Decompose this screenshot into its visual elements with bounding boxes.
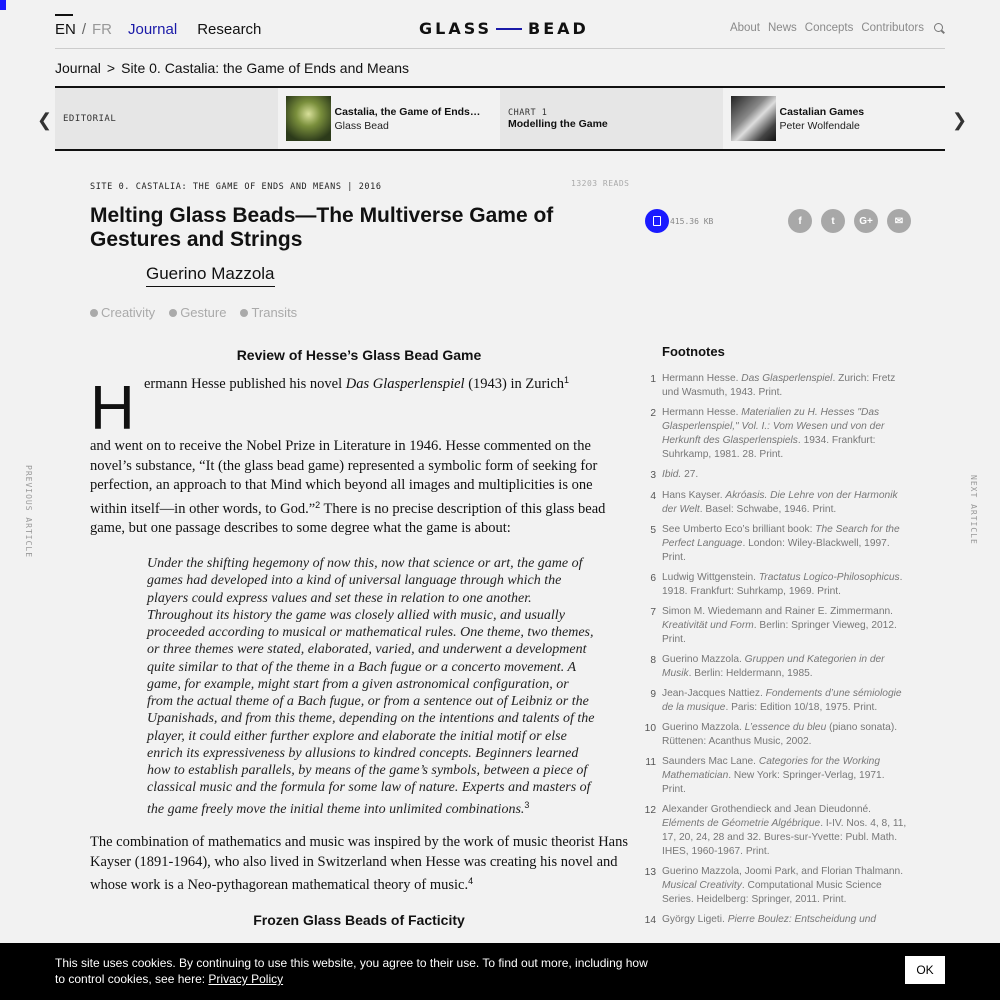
footnote-text (662, 489, 910, 517)
twitter-icon[interactable]: t (821, 209, 845, 233)
footnote-item (640, 605, 910, 647)
quote-text: Under the shifting hegemony of now this, now that science or art, the game of games had developed into a kind of universal language through which the players could express values and set these in relation to one another. Throughout its history the game was closely allied with music, and usually proceeded according to musical or mathematical rules. One theme, two themes, or three themes were stated, elaborated, varied, and underwent a development quite similar to that of the theme in a Bach fugue or a concerto movement. A game, for example, might start from a given astronomical configuration, or from the actual theme of a Bach fugue, or from a sentence out of Leibniz or the Upanishads, and from this theme, depending on the intentions and talents of the player, it could either further explore and elaborate the initial motif or else enrich its expressiveness by allusions to kindred concepts. Beginners learned how to establish parallels, by means of the game’s symbols, between a piece of classical music and the formula for some law of nature. Experts and masters of the game freely move the initial theme into unlimited combinations. (147, 556, 595, 817)
nav-concepts[interactable]: Concepts (804, 22, 854, 34)
tag-transits[interactable]: Transits (240, 305, 297, 320)
section-heading: Review of Hesse’s Glass Bead Game (236, 347, 482, 363)
pdf-icon (653, 216, 661, 226)
footnote-work-title: Eléments de Géometrie Algébrique (662, 818, 821, 829)
email-icon[interactable]: ✉ (887, 209, 911, 233)
carousel-item-subtitle: Glass Bead (334, 119, 389, 132)
footnote-publication: . I-IV. Nos. 4, 8, 11, 17, 20, 24, 28 and 32. Bures-sur-Yvette: Publ. Math. IHES, 1960-1967. Print. (662, 818, 907, 857)
footnote-author: Ludwig Wittgenstein. (662, 572, 759, 583)
cookie-banner (0, 943, 1000, 1000)
carousel-item-subtitle: Peter Wolfendale (779, 119, 860, 132)
header-divider (55, 48, 945, 49)
footnote-publication: . 1934. Frankfurt: Suhrkamp, 1981. 28. Print. (662, 435, 876, 460)
footnote-text (662, 913, 910, 928)
footnote-text (662, 755, 910, 797)
footnote-work-title: Musical Creativity (662, 880, 742, 891)
footnote-item (640, 755, 910, 797)
lead-text: ermann Hesse published his novel (144, 376, 346, 392)
footnote-number[interactable]: 14 (644, 915, 656, 926)
paragraph-text: The combination of mathematics and music was inspired by the work of music theorist Hans Kayser (1891-1964), who also lived in Switzerland when Hesse was creating his novel and whose work is a Neo-pythagorean mathematical theory of music. (90, 834, 628, 893)
footnote-item (640, 653, 910, 681)
carousel-item-castalian-games[interactable] (723, 88, 946, 149)
footnote-author: Jean-Jacques Nattiez. (662, 688, 766, 699)
footnote-ref-3[interactable]: 3 (524, 799, 530, 810)
footnote-publication: . Zurich: Fretz und Wasmuth, 1943. Print. (662, 373, 896, 398)
footnote-work-title: Das Glasperlenspiel (741, 373, 833, 384)
footnote-ref-2[interactable]: 2 (315, 499, 321, 510)
share-buttons (788, 209, 911, 233)
lang-fr[interactable]: FR (92, 21, 113, 38)
footnote-ref-4[interactable]: 4 (468, 876, 474, 886)
footnote-author: Hans Kayser. (662, 490, 726, 501)
body-paragraph (90, 437, 630, 539)
footnote-author: Guerino Mazzola, Joomi Park, and Florian Thalmann. (662, 866, 904, 877)
carousel-editorial-label: EDITORIAL (63, 113, 117, 124)
footnote-publication: . Computational Music Science Series. Heidelberg: Springer, 2011. Print. (662, 880, 882, 905)
footnote-item (640, 913, 910, 928)
footnote-item (640, 468, 910, 483)
previous-article-link[interactable]: PREVIOUS ARTICLE (24, 465, 33, 559)
google-plus-icon[interactable]: G+ (854, 209, 878, 233)
footnote-text (662, 605, 910, 647)
paragraph-text-cont: There is no precise description of this glass bead game, but one passage describes to some degree what the game is about: (90, 500, 606, 536)
footnote-text (662, 865, 910, 907)
castalian-games-thumbnail (731, 96, 776, 141)
nav-news[interactable]: News (768, 22, 797, 34)
footnote-author: Hermann Hesse. (662, 407, 742, 418)
footnote-ref-1[interactable]: 1 (564, 375, 570, 385)
footnote-number[interactable]: 5 (650, 525, 656, 536)
footnote-publication: . Paris: Edition 10/18, 1975. Print. (725, 702, 878, 713)
footnote-item (640, 803, 910, 859)
search-icon[interactable] (934, 23, 945, 34)
footnote-number[interactable]: 7 (650, 607, 656, 618)
tag-gesture[interactable]: Gesture (169, 305, 226, 320)
cookie-ok-button[interactable]: OK (905, 956, 945, 984)
pdf-size: 415.36 KB (670, 217, 714, 226)
carousel-item-castalia[interactable] (278, 88, 501, 149)
drop-cap: H (90, 374, 135, 443)
footnote-number[interactable]: 1 (650, 374, 656, 385)
lead-line (144, 375, 569, 393)
tag-creativity[interactable]: Creativity (90, 305, 155, 320)
footnote-publication: (piano sonata). Rüttenen: Acanthus Music, 2002. (662, 722, 898, 747)
footnote-text (662, 406, 910, 462)
logo-right-text: BEAD (528, 19, 589, 38)
footnote-number[interactable]: 11 (645, 757, 656, 768)
block-quote (147, 555, 597, 818)
footnote-publication: . New York: Springer-Verlag, 1971. Print. (662, 770, 885, 795)
pdf-download-button[interactable] (645, 209, 669, 233)
footnote-author: Alexander Grothendieck and Jean Dieudonné. (662, 804, 871, 815)
footnote-item (640, 721, 910, 749)
footnote-item (640, 571, 910, 599)
footnote-publication: 27. (681, 469, 699, 480)
footnote-number[interactable]: 13 (644, 867, 656, 878)
secondary-nav (730, 22, 945, 34)
footnote-number[interactable]: 6 (650, 573, 656, 584)
author-link[interactable]: Guerino Mazzola (146, 264, 275, 287)
footnote-publication: . London: Wiley-Blackwell, 1997. Print. (662, 538, 890, 563)
footnote-author: Guerino Mazzola. (662, 722, 745, 733)
breadcrumb-separator: > (106, 60, 116, 76)
footnote-work-title: Gruppen und Kategorien in der Musik (662, 654, 885, 679)
site-logo[interactable] (419, 19, 589, 38)
footnote-work-title: Materialien zu H. Hesses "Das Glasperlenspiel," Vol. I.: Vom Wesen und von der Herkunft des Glasperlenspiels (662, 407, 885, 446)
footnote-text (662, 372, 910, 400)
nav-journal[interactable]: Journal (128, 21, 178, 38)
footnote-publication: . 1918. Frankfurt: Suhrkamp, 1969. Print. (662, 572, 903, 597)
article-title: Melting Glass Beads—The Multiverse Game of Gestures and Strings (90, 204, 554, 251)
breadcrumb-journal[interactable]: Journal (55, 60, 101, 76)
lang-separator: / (81, 21, 87, 38)
footnote-author: Guerino Mazzola. (662, 654, 745, 665)
lang-en[interactable]: EN (55, 21, 76, 38)
carousel-item-title: Castalian Games (779, 105, 865, 118)
footnote-text (662, 687, 910, 715)
logo-bar (496, 28, 522, 30)
breadcrumb (55, 60, 409, 76)
read-count: 13203 READS (571, 179, 630, 188)
footnote-number[interactable]: 4 (650, 491, 656, 502)
language-switcher (55, 21, 112, 38)
next-article-link[interactable]: NEXT ARTICLE (969, 475, 978, 545)
corner-accent (0, 0, 6, 10)
footnote-number[interactable]: 10 (644, 723, 656, 734)
footnote-item (640, 687, 910, 715)
footnote-publication: . Berlin: Heldermann, 1985. (688, 668, 813, 679)
footnote-number[interactable]: 12 (644, 805, 656, 816)
nav-contributors[interactable]: Contributors (861, 22, 924, 34)
novel-title: Das Glasperlenspiel (345, 376, 465, 392)
footnote-author: Simon M. Wiedemann and Rainer E. Zimmermann. (662, 606, 893, 617)
footnote-text (662, 721, 910, 749)
carousel-next-icon[interactable]: ❯ (952, 110, 968, 130)
footnote-text (662, 803, 910, 859)
cookie-text: This site uses cookies. By continuing to use this website, you agree to their use. To find out more, including how to control cookies, see here: (55, 956, 648, 986)
paragraph-text: and went on to receive the Nobel Prize in Literature in 1946. Hesse commented on the novel’s substance, “It (the glass bead game) represented a symbolic form of seeking for perfection, an approach to that Mind which beyond all images and multiplicities is one within itself—in other words, to God.” (90, 438, 598, 517)
footnote-work-title: Pierre Boulez: Entscheidung und (727, 914, 877, 925)
breadcrumb-current[interactable]: Site 0. Castalia: the Game of Ends and Means (121, 60, 410, 76)
footnotes-heading: Footnotes (662, 344, 725, 359)
footnote-author: See Umberto Eco’s brilliant book: (662, 524, 816, 535)
carousel-item-editorial[interactable] (55, 88, 278, 149)
article-kicker[interactable]: SITE 0. CASTALIA: THE GAME OF ENDS AND MEANS | 2016 (90, 182, 382, 192)
footnote-publication: . Basel: Schwabe, 1946. Print. (699, 504, 837, 515)
carousel-item-chart[interactable] (500, 88, 723, 149)
carousel-item-title: Castalia, the Game of Ends… (334, 105, 481, 118)
footnote-work-title: The Search for the Perfect Language (662, 524, 900, 549)
footnote-item (640, 406, 910, 462)
facebook-icon[interactable]: f (788, 209, 812, 233)
carousel-prev-icon[interactable]: ❮ (37, 110, 53, 130)
main-nav (128, 21, 261, 38)
footnote-work-title: Ibid. (662, 469, 682, 480)
footnote-work-title: Tractatus Logico-Philosophicus (758, 572, 900, 583)
footnote-author: György Ligeti. (662, 914, 728, 925)
footnote-number[interactable]: 8 (650, 655, 656, 666)
logo-left-text: GLASS (419, 19, 493, 38)
carousel-item-kicker: CHART 1 (508, 107, 548, 118)
footnote-number[interactable]: 3 (650, 470, 656, 481)
footnote-text (662, 523, 910, 565)
footnote-item (640, 523, 910, 565)
footnote-work-title: Fondements d’une sémiologie de la musique (662, 688, 902, 713)
body-paragraph (90, 833, 630, 896)
footnote-item (640, 865, 910, 907)
footnote-work-title: L’essence du bleu (744, 722, 827, 733)
privacy-policy-link[interactable]: Privacy Policy (208, 972, 284, 986)
article-carousel (55, 86, 945, 151)
tag-list (90, 305, 297, 320)
footnote-work-title: Kreativität und Form (662, 620, 754, 631)
footnote-number[interactable]: 9 (650, 689, 656, 700)
footnote-item (640, 489, 910, 517)
footnote-text (662, 571, 910, 599)
footnote-work-title: Akróasis. Die Lehre von der Harmonik der Welt (662, 490, 898, 515)
footnote-number[interactable]: 2 (650, 408, 656, 419)
footnotes-list (640, 372, 910, 934)
site-header (55, 0, 945, 50)
footnote-work-title: Categories for the Working Mathematician (662, 756, 881, 781)
footnote-author: Saunders Mac Lane. (662, 756, 759, 767)
footnote-author: Hermann Hesse. (662, 373, 742, 384)
section-heading: Frozen Glass Beads of Facticity (253, 912, 465, 928)
castalia-thumbnail (286, 96, 331, 141)
footnote-item (640, 372, 910, 400)
cookie-message (55, 955, 655, 987)
footnote-text (662, 468, 910, 483)
nav-about[interactable]: About (729, 22, 760, 34)
footnote-text (662, 653, 910, 681)
lead-text-end: (1943) in Zurich (464, 376, 565, 392)
footnote-publication: . Berlin: Springer Vieweg, 2012. Print. (662, 620, 897, 645)
carousel-item-title: Modelling the Game (508, 117, 608, 130)
nav-research[interactable]: Research (197, 21, 262, 38)
